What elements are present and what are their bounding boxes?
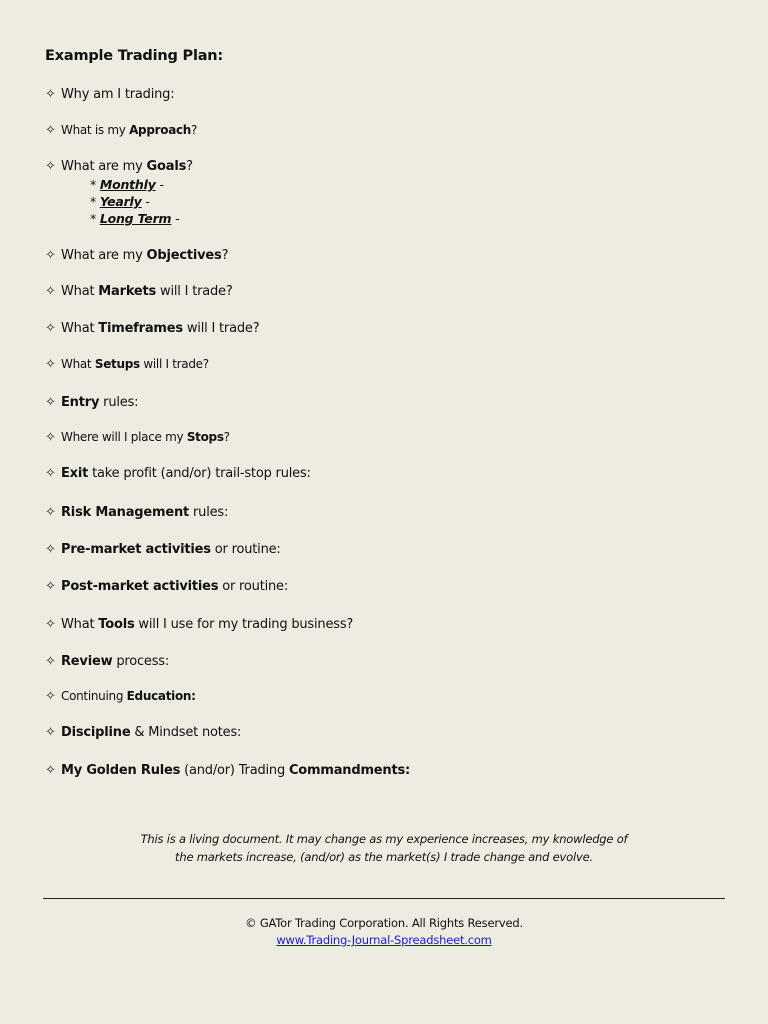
goal-subitem	[90, 211, 179, 226]
four-pointed-star-icon: ✧	[45, 617, 56, 632]
plan-item-text: process:	[112, 654, 170, 669]
page-title: Example Trading Plan:	[45, 48, 224, 64]
goal-suffix: -	[141, 194, 150, 209]
plan-item-text: Commandments:	[288, 763, 411, 778]
four-pointed-star-icon: ✧	[45, 725, 56, 740]
plan-item-text: rules:	[99, 395, 139, 410]
plan-item-text: rules:	[189, 505, 229, 520]
plan-item-text: Objectives	[146, 248, 222, 263]
plan-item-text: Risk Management	[61, 505, 190, 520]
four-pointed-star-icon: ✧	[45, 357, 56, 372]
plan-item-text: or routine:	[210, 542, 281, 557]
plan-item-text: What	[61, 284, 99, 299]
plan-item-text: Pre-market activities	[61, 542, 211, 557]
plan-item-text: Why am I trading:	[61, 87, 175, 102]
asterisk-icon: *	[90, 177, 100, 192]
plan-item-text: will I trade?	[156, 284, 233, 299]
plan-item	[45, 579, 288, 594]
goal-label: Monthly	[99, 177, 156, 192]
plan-item	[45, 689, 196, 704]
divider	[43, 898, 725, 899]
goal-suffix: -	[155, 177, 164, 192]
plan-item	[45, 395, 138, 410]
plan-item	[45, 763, 410, 778]
asterisk-icon: *	[90, 211, 100, 226]
plan-item-text: Goals	[146, 159, 187, 174]
plan-item-text: What are my	[61, 248, 147, 263]
plan-item-text: take profit (and/or) trail-stop rules:	[88, 466, 311, 481]
plan-item-text: ?	[186, 159, 193, 174]
website-link[interactable]: www.Trading-Journal-Spreadsheet.com	[276, 933, 492, 947]
plan-item-text: will I trade?	[182, 321, 260, 336]
plan-item-text: Where will I place my	[61, 430, 187, 444]
plan-item-text: Tools	[98, 617, 135, 632]
plan-item	[45, 654, 169, 669]
four-pointed-star-icon: ✧	[45, 248, 56, 263]
four-pointed-star-icon: ✧	[45, 505, 56, 520]
four-pointed-star-icon: ✧	[45, 159, 56, 174]
four-pointed-star-icon: ✧	[45, 763, 56, 778]
plan-item-text: What	[61, 617, 99, 632]
four-pointed-star-icon: ✧	[45, 689, 56, 704]
plan-item	[45, 466, 311, 481]
asterisk-icon: *	[90, 194, 100, 209]
four-pointed-star-icon: ✧	[45, 466, 56, 481]
footnote-line: the markets increase, (and/or) as the market(s) I trade change and evolve.	[175, 850, 593, 864]
plan-item-text: (and/or) Trading	[180, 763, 289, 778]
plan-item-text: Setups	[94, 357, 140, 371]
plan-item-text: ?	[223, 430, 230, 444]
plan-item-text: Discipline	[61, 725, 131, 740]
four-pointed-star-icon: ✧	[45, 430, 56, 445]
four-pointed-star-icon: ✧	[45, 123, 56, 138]
plan-item-text: ?	[191, 123, 198, 137]
living-document-note	[0, 830, 768, 866]
goal-subitem	[90, 194, 150, 209]
plan-item-text: Exit	[61, 466, 89, 481]
plan-item-text: Markets	[98, 284, 157, 299]
plan-item	[45, 248, 228, 263]
plan-item	[45, 542, 281, 557]
plan-item-text: What	[61, 357, 95, 371]
four-pointed-star-icon: ✧	[45, 542, 56, 557]
plan-item-text: My Golden Rules	[61, 763, 181, 778]
four-pointed-star-icon: ✧	[45, 395, 56, 410]
plan-item-text: Education:	[126, 689, 196, 703]
four-pointed-star-icon: ✧	[45, 321, 56, 336]
plan-item-text: What	[61, 321, 99, 336]
plan-item-text: or routine:	[218, 579, 289, 594]
plan-item-text: Entry	[61, 395, 100, 410]
four-pointed-star-icon: ✧	[45, 284, 56, 299]
plan-item-text: will I use for my trading business?	[134, 617, 354, 632]
plan-item	[45, 725, 241, 740]
plan-item	[45, 123, 197, 138]
plan-item-text: ?	[221, 248, 229, 263]
four-pointed-star-icon: ✧	[45, 654, 56, 669]
goal-suffix: -	[171, 211, 180, 226]
plan-item	[45, 505, 228, 520]
plan-item-text: & Mindset notes:	[130, 725, 242, 740]
goal-label: Long Term	[99, 211, 172, 226]
plan-item	[45, 357, 209, 372]
footnote-line: This is a living document. It may change as my experience increases, my knowledge of	[140, 832, 628, 846]
four-pointed-star-icon: ✧	[45, 579, 56, 594]
plan-item-text: will I trade?	[139, 357, 209, 371]
plan-item	[45, 617, 353, 632]
plan-item	[45, 284, 233, 299]
four-pointed-star-icon: ✧	[45, 87, 56, 102]
plan-item-text: Review	[61, 654, 113, 669]
plan-item-text: Timeframes	[98, 321, 183, 336]
plan-item	[45, 321, 259, 336]
plan-item-text: Continuing	[61, 689, 127, 703]
plan-item	[45, 430, 230, 445]
plan-item-text: What is my	[61, 123, 130, 137]
plan-item-text: Post-market activities	[61, 579, 219, 594]
plan-item-text: Approach	[129, 123, 192, 137]
plan-item-text: Stops	[186, 430, 224, 444]
plan-item	[45, 87, 174, 102]
goal-subitem	[90, 177, 164, 192]
plan-item-text: What are my	[61, 159, 147, 174]
copyright-text: © GATor Trading Corporation. All Rights Reserved.	[245, 916, 523, 930]
website-link-wrapper	[0, 933, 768, 947]
goal-label: Yearly	[99, 194, 142, 209]
plan-item	[45, 159, 193, 174]
